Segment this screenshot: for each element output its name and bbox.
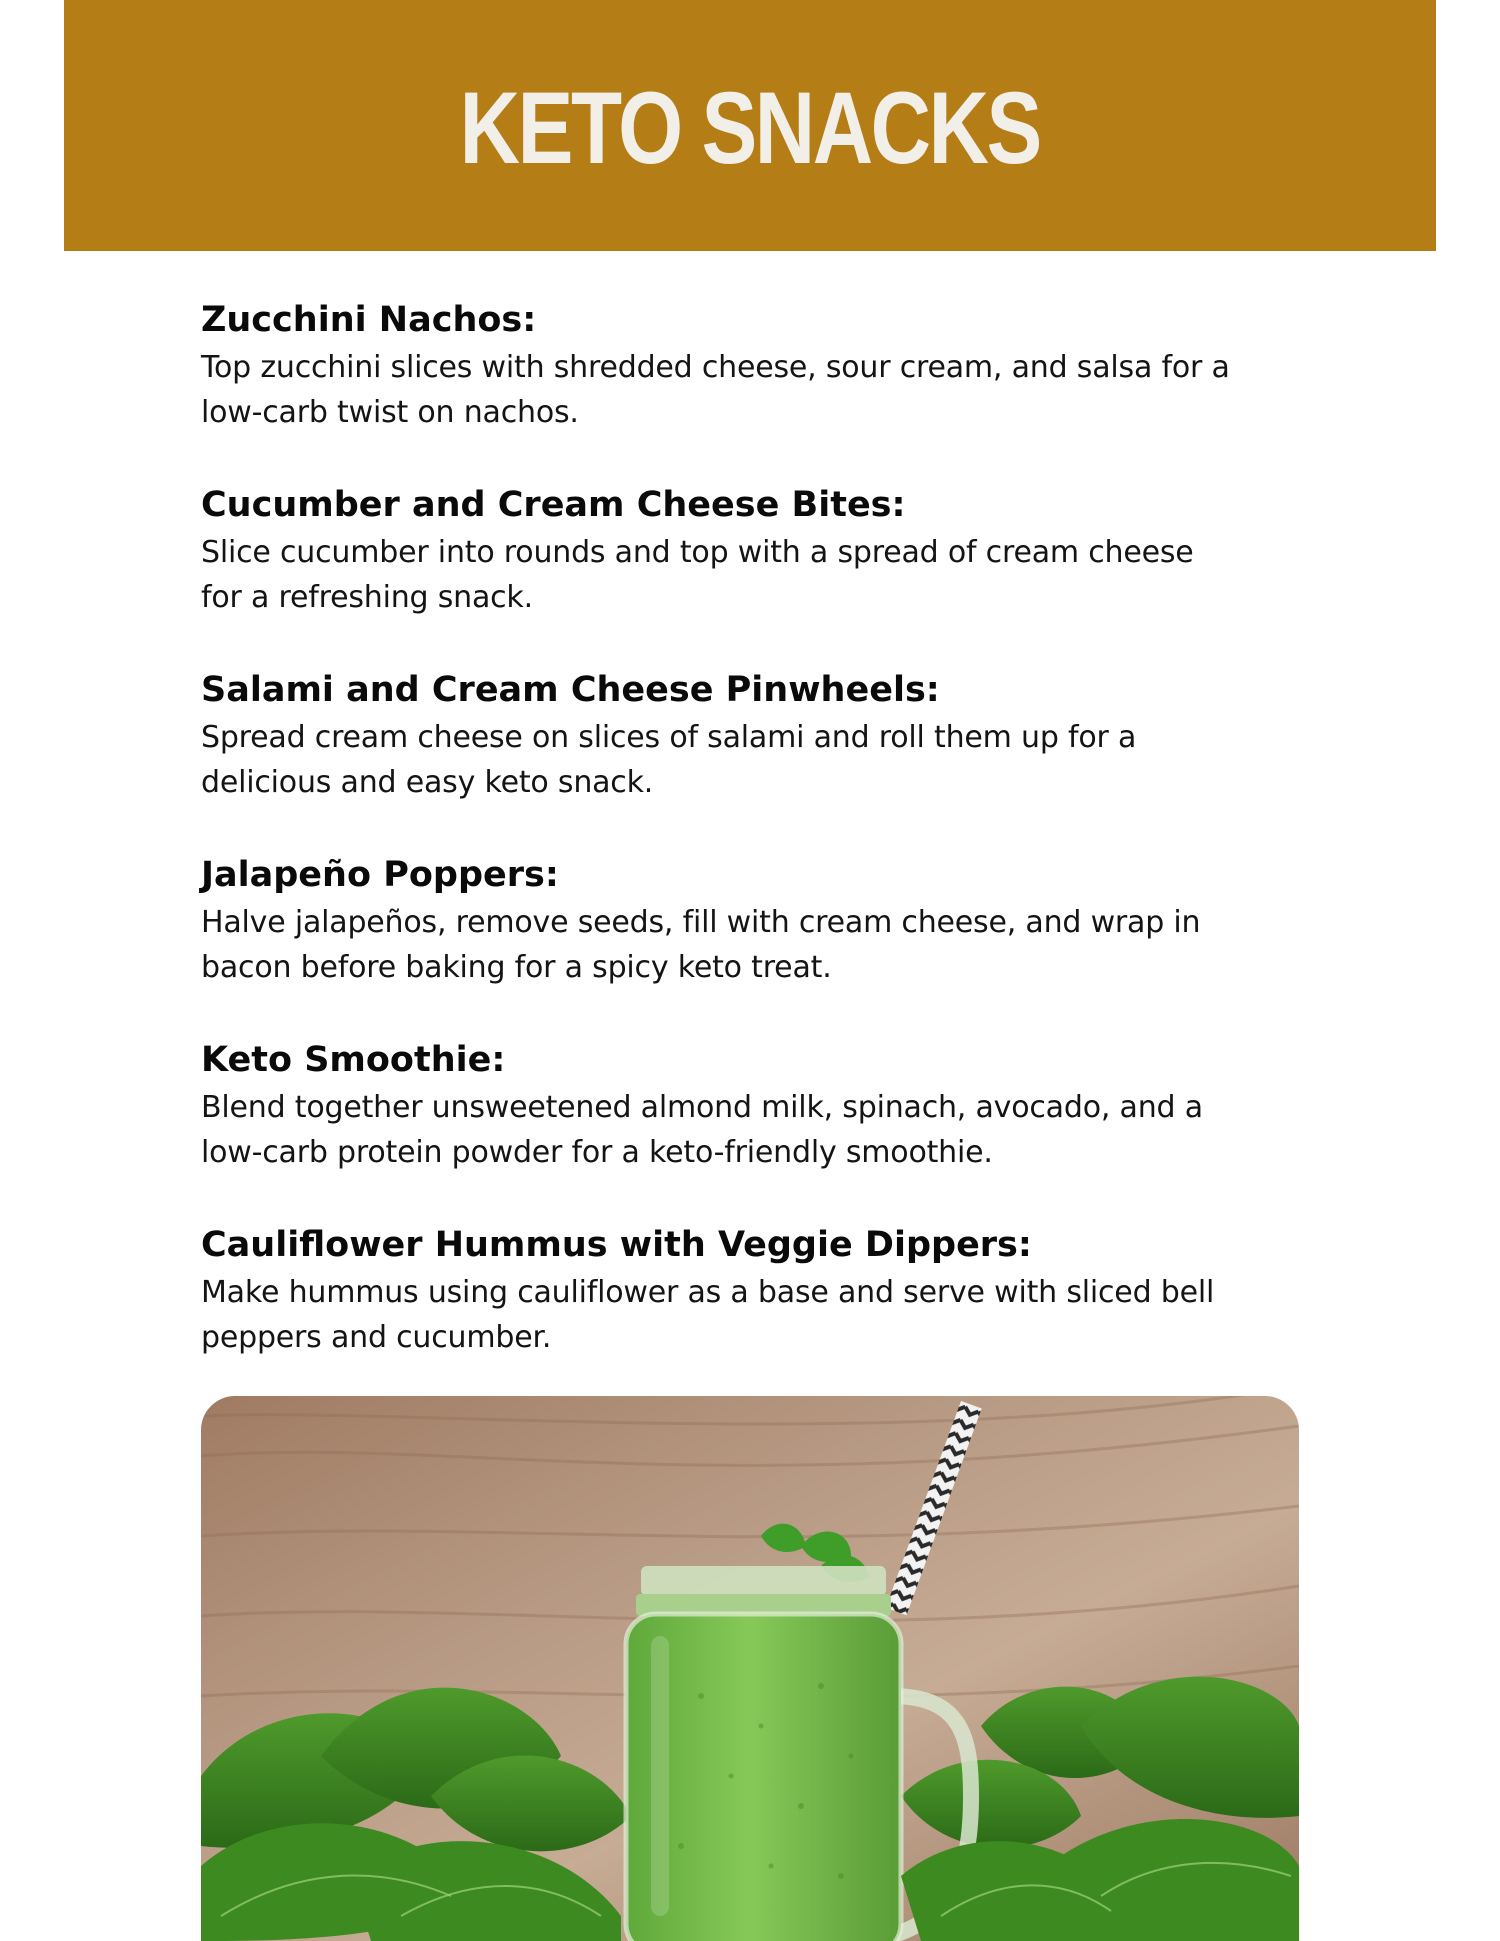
snack-item-cucumber-bites xyxy=(201,480,1311,665)
snack-title: Cauliflower Hummus with Veggie Dippers: xyxy=(201,1225,1032,1265)
smoothie-photo xyxy=(201,1396,1299,1941)
snack-description-line: Halve jalapeños, remove seeds, fill with cream cheese, and wrap in xyxy=(201,905,1201,940)
snack-title: Salami and Cream Cheese Pinwheels: xyxy=(201,670,940,710)
snack-item-zucchini-nachos xyxy=(201,295,1311,480)
header-band xyxy=(64,0,1436,251)
snack-title: Cucumber and Cream Cheese Bites: xyxy=(201,485,906,525)
snack-description-line: peppers and cucumber. xyxy=(201,1320,552,1355)
snack-item-salami-pinwheels xyxy=(201,665,1311,850)
snack-description-line: Top zucchini slices with shredded cheese, sour cream, and salsa for a xyxy=(201,350,1230,385)
snack-description-line: low-carb protein powder for a keto-friendly smoothie. xyxy=(201,1135,993,1170)
snack-description-line: Make hummus using cauliflower as a base and serve with sliced bell xyxy=(201,1275,1215,1310)
page-title: KETO SNACKS xyxy=(459,70,1041,185)
snack-item-keto-smoothie xyxy=(201,1035,1311,1220)
green-smoothie-jar-photo-icon xyxy=(201,1396,1299,1941)
snack-list xyxy=(201,295,1311,1405)
snack-description-line: for a refreshing snack. xyxy=(201,580,533,615)
snack-description-line: Spread cream cheese on slices of salami and roll them up for a xyxy=(201,720,1137,755)
snack-description-line: delicious and easy keto snack. xyxy=(201,765,654,800)
snack-item-cauliflower-hummus xyxy=(201,1220,1311,1405)
snack-title: Jalapeño Poppers: xyxy=(201,855,559,895)
snack-description-line: Slice cucumber into rounds and top with a spread of cream cheese xyxy=(201,535,1194,570)
snack-description-line: Blend together unsweetened almond milk, spinach, avocado, and a xyxy=(201,1090,1203,1125)
snack-title: Keto Smoothie: xyxy=(201,1040,506,1080)
snack-title: Zucchini Nachos: xyxy=(201,300,537,340)
snack-description-line: low-carb twist on nachos. xyxy=(201,395,579,430)
snack-description-line: bacon before baking for a spicy keto treat. xyxy=(201,950,832,985)
snack-item-jalapeno-poppers xyxy=(201,850,1311,1035)
